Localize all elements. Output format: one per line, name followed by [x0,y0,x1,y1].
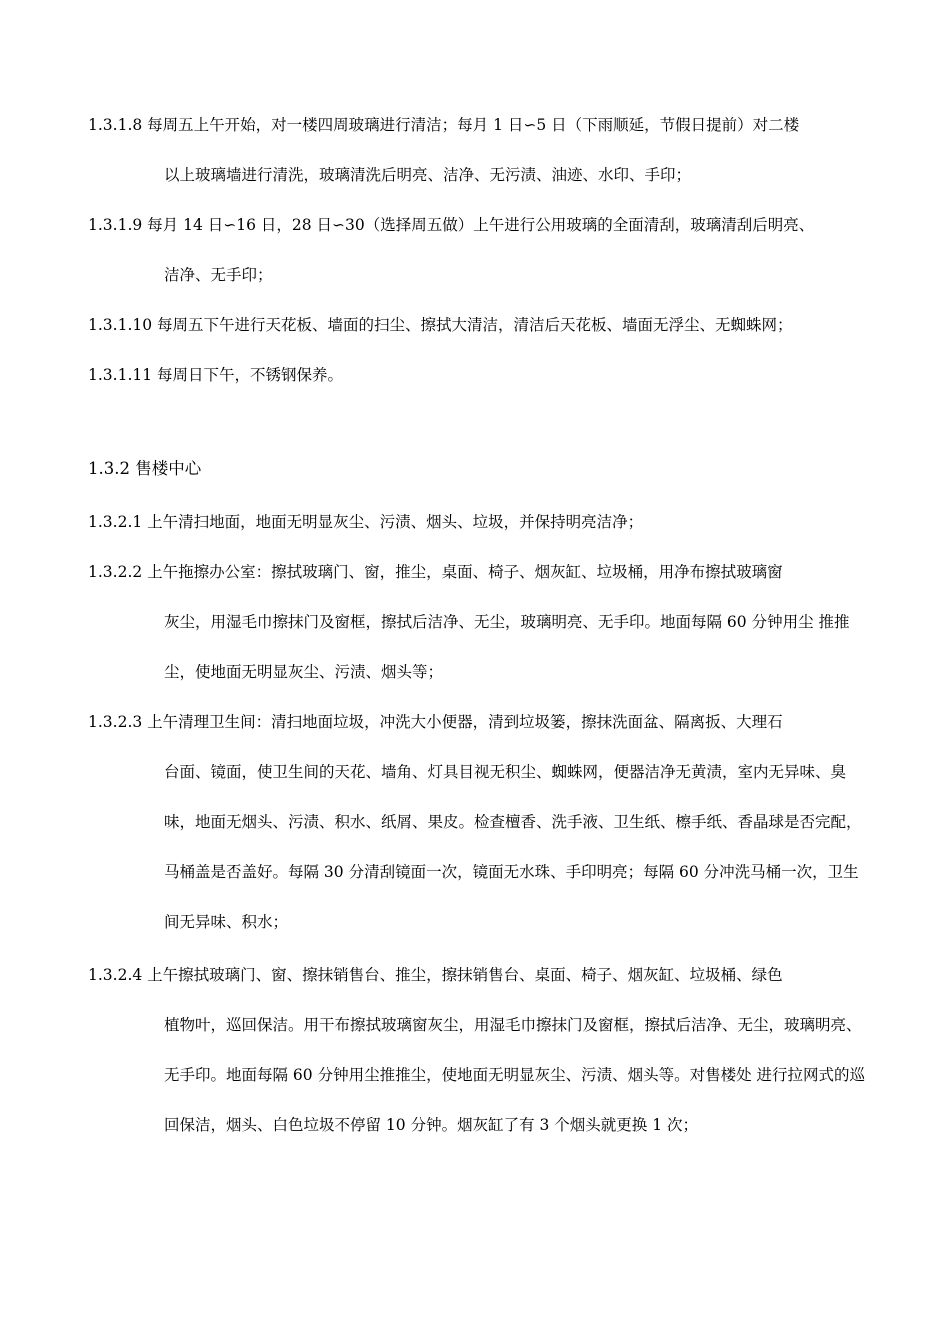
section-heading-1-3-2: 1.3.2 售楼中心 [88,459,202,478]
clause-1-3-1-10 [88,300,868,350]
clause-1-3-2-4-continuation: 植物叶，巡回保洁。用干布擦拭玻璃窗灰尘，用湿毛巾擦抹门及窗框，擦拭后洁净、无尘，玻璃明亮、无手印。地面每隔 60 分钟用尘推推尘，使地面无明显灰尘、污渍、烟头等。对售楼处 进行拉网式的巡回保洁，烟头、白色垃圾不停留 10 分钟。烟灰缸了有 3 个烟头就更换 1 次； [164,1016,866,1134]
clause-1-3-1-8-continuation: 以上玻璃墙进行清洗，玻璃清洗后明亮、洁净、无污渍、油迹、水印、手印； [164,166,692,184]
clause-1-3-2-4 [88,950,868,1150]
clause-1-3-2-1 [88,497,868,547]
clause-1-3-2-3-line: 1.3.2.3 上午清理卫生间：清扫地面垃圾，冲洗大小便器，清到垃圾篓，擦抹洗面盆、隔离扳、大理石 [88,713,783,731]
clause-1-3-1-11-line: 1.3.1.11 每周日下午，不锈钢保养。 [88,366,344,384]
clause-1-3-1-11 [88,350,868,400]
clause-1-3-2-4-line: 1.3.2.4 上午擦拭玻璃门、窗、擦抹销售台、推尘，擦抹销售台、桌面、椅子、烟灰缸、垃圾桶、绿色 [88,966,783,984]
clause-1-3-1-9-continuation: 洁净、无手印； [164,266,273,284]
clause-1-3-1-9-line: 1.3.1.9 每月 14 日∽16 日，28 日∽30（选择周五做）上午进行公用玻璃的全面清刮，玻璃清刮后明亮、 [88,216,815,234]
clause-1-3-2-2 [88,547,868,697]
clause-1-3-1-8 [88,100,868,200]
clause-1-3-2-3 [88,697,868,947]
clause-1-3-2-1-line: 1.3.2.1 上午清扫地面，地面无明显灰尘、污渍、烟头、垃圾，并保持明亮洁净； [88,513,644,531]
clause-1-3-2-2-line: 1.3.2.2 上午拖擦办公室：擦拭玻璃门、窗，推尘，桌面、椅子、烟灰缸、垃圾桶，用净布擦拭玻璃窗 [88,563,783,581]
clause-1-3-1-8-line: 1.3.1.8 每周五上午开始，对一楼四周玻璃进行清洁；每月 1 日∽5 日（下雨顺延，节假日提前）对二楼 [88,116,800,134]
clause-1-3-1-10-line: 1.3.1.10 每周五下午进行天花板、墙面的扫尘、擦拭大清洁，清洁后天花板、墙面无浮尘、无蜘蛛网； [88,316,793,334]
clause-1-3-1-9 [88,200,868,300]
clause-1-3-2-2-continuation: 灰尘，用湿毛巾擦抹门及窗框，擦拭后洁净、无尘，玻璃明亮、无手印。地面每隔 60 分钟用尘 推推尘，使地面无明显灰尘、污渍、烟头等； [164,613,850,681]
clause-1-3-2-3-continuation: 台面、镜面，使卫生间的天花、墙角、灯具目视无积尘、蜘蛛网，便器洁净无黄渍，室内无异味、臭味，地面无烟头、污渍、积水、纸屑、果皮。检查檀香、洗手液、卫生纸、檫手纸、香晶球是否完配，马桶盖是否盖好。每隔 30 分清刮镜面一次，镜面无水珠、手印明亮；每隔 60 分冲洗马桶一次，卫生间无异味、积水； [164,763,862,931]
